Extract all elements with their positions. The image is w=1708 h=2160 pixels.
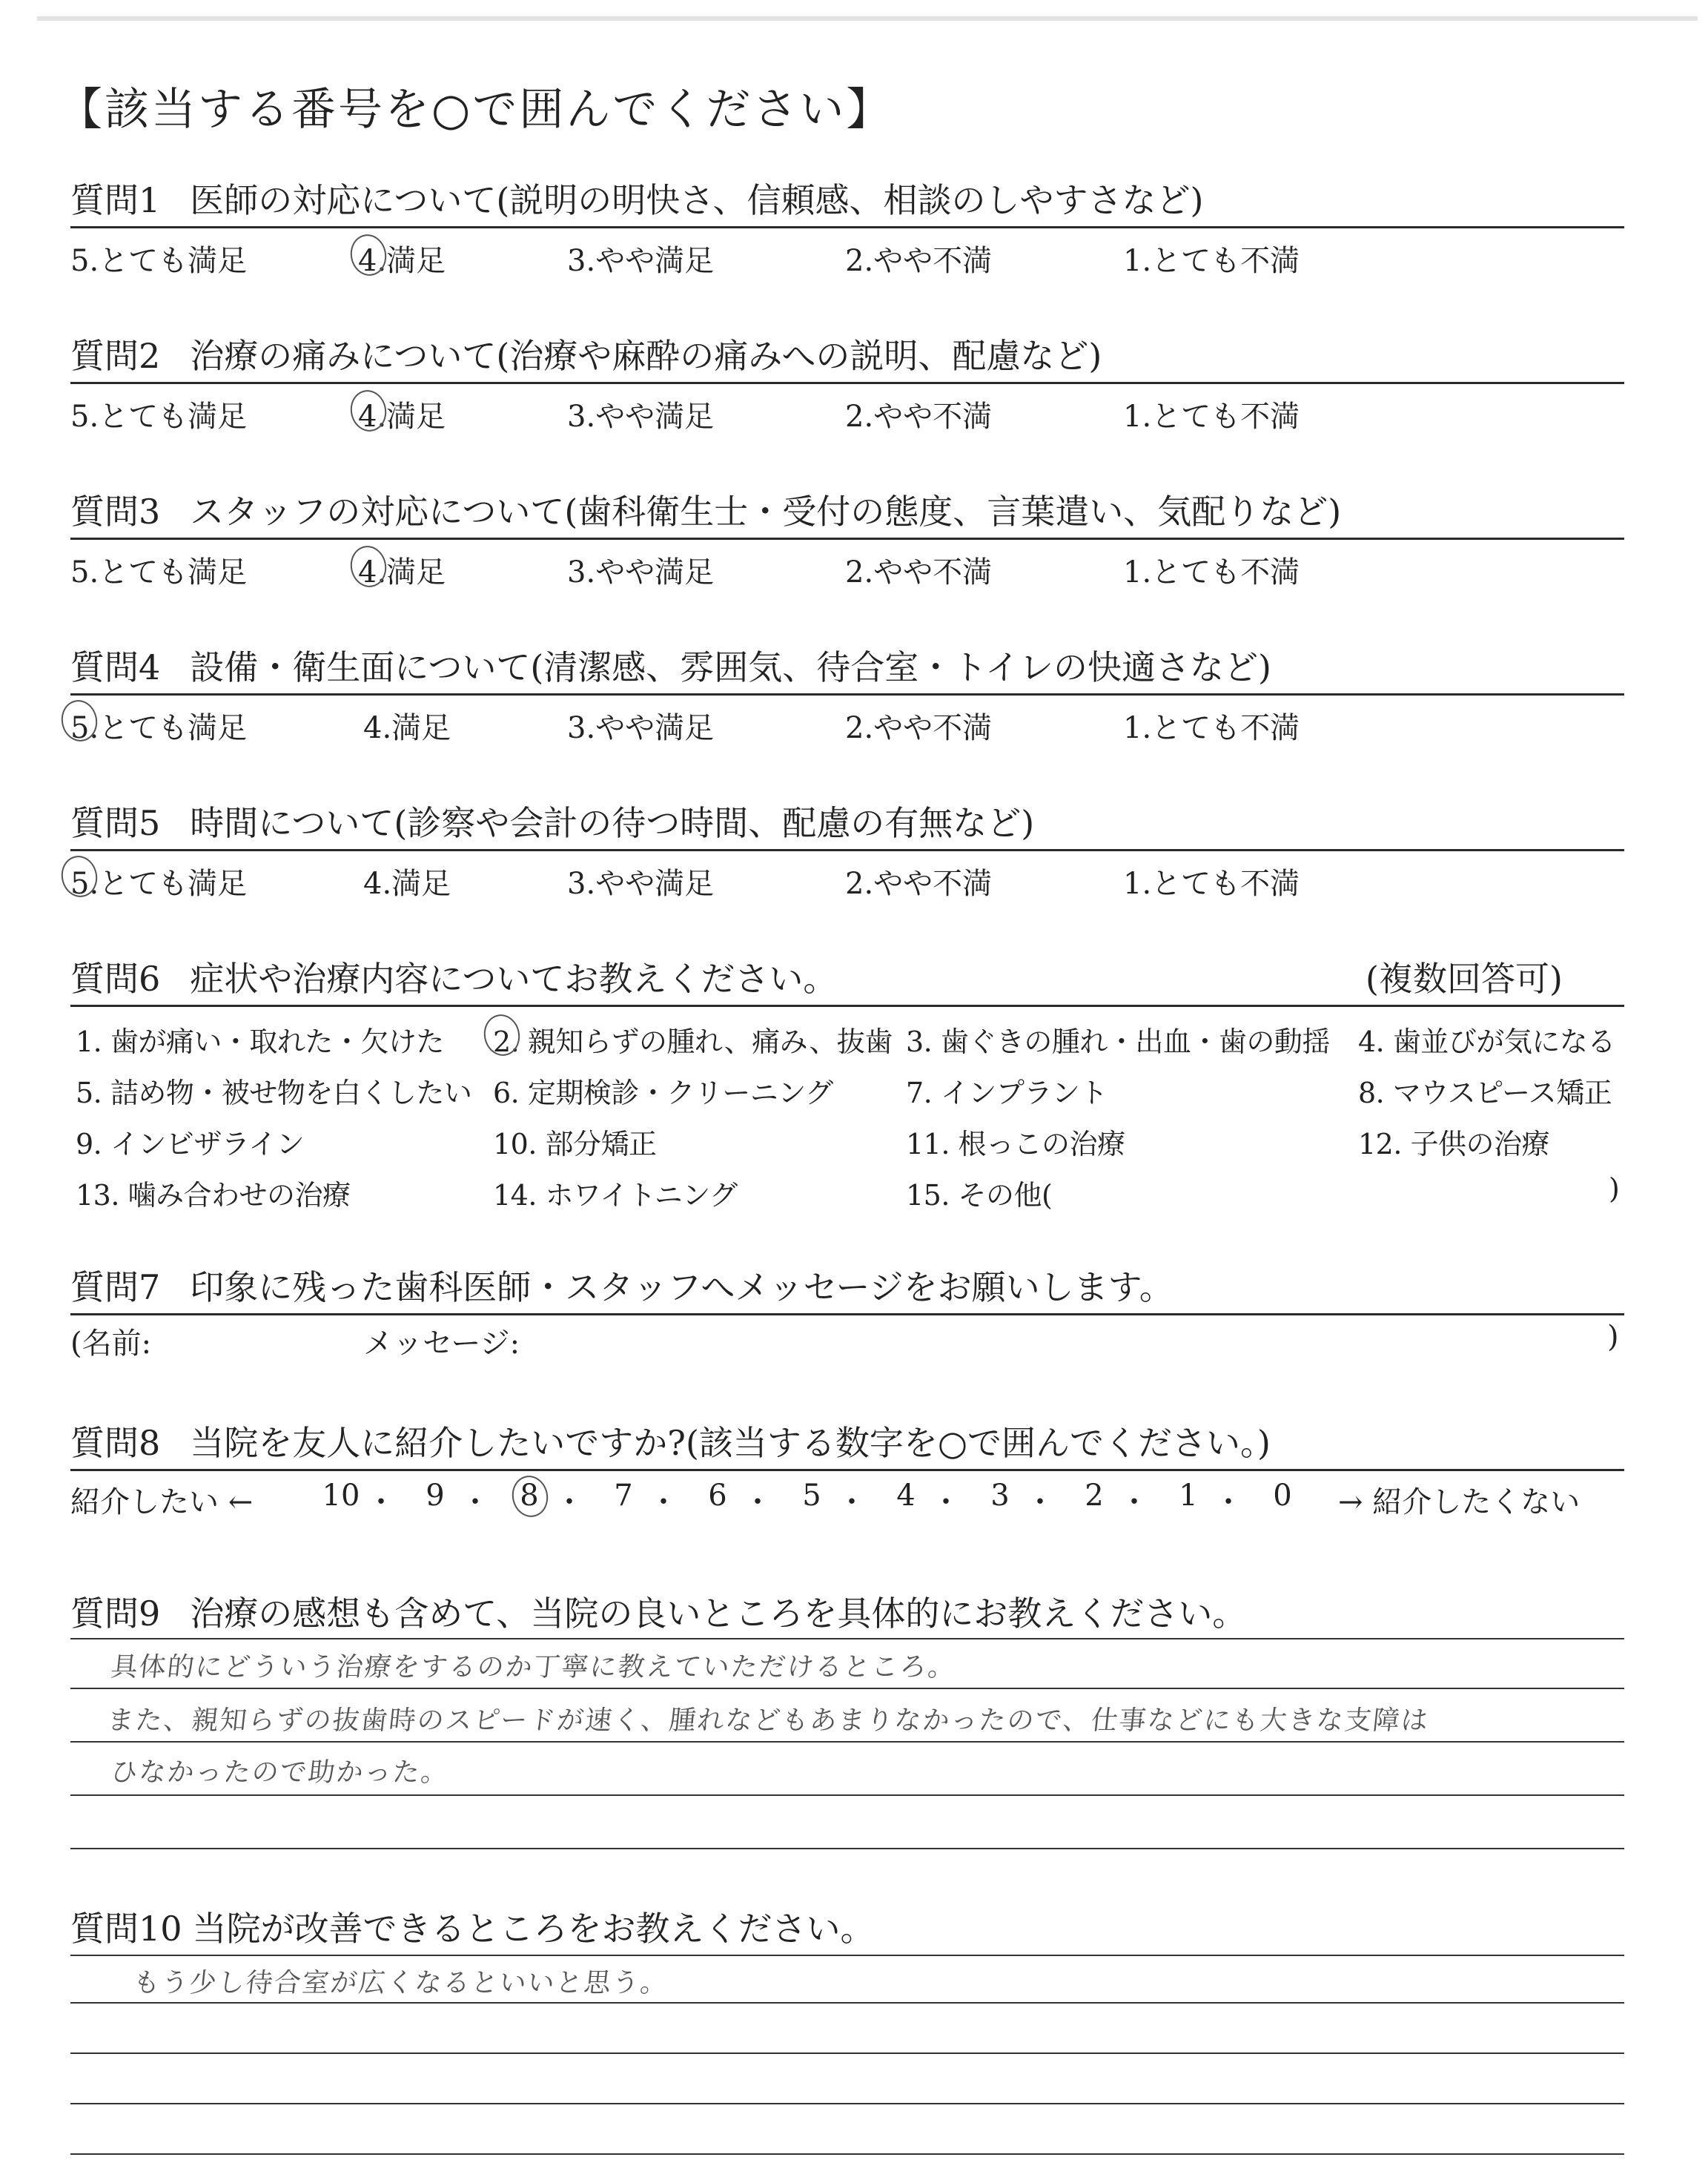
scan-top-edge [37,16,1698,21]
q4-option-5-circled[interactable] [70,704,247,747]
q9-answer-line-1: 具体的にどういう治療をするのか丁寧に教えていただけるところ。 [109,1652,958,1682]
question-2-rule [70,382,1624,384]
question-6-heading: 質問6 症状や治療内容についてお教えください。 [70,959,838,999]
q8-scale-separator: ・ [743,1485,772,1519]
q9-answer-line-3: ひなかったので助かった。 [109,1757,451,1788]
q9-write-line [70,1688,1624,1689]
q4-option-1[interactable]: 1.とても不満 [1123,711,1300,745]
q6-multiple-answers-note: (複数回答可) [1366,959,1563,999]
q8-scale-separator: ・ [837,1485,867,1519]
circled-mark: 2. 親知らずの腫れ、痛み、抜歯 [493,1019,893,1060]
q8-scale-value[interactable]: 10 [322,1479,360,1513]
q5-option-4[interactable]: 4.満足 [363,867,451,901]
q10-write-line [70,2052,1624,2054]
q8-scale-value[interactable]: 5 [802,1479,821,1513]
question-3-heading: 質問3 スタッフの対応について(歯科衛生士・受付の態度、言葉遣い、気配りなど) [70,492,1342,532]
question-8-heading: 質問8 当院を友人に紹介したいですか?(該当する数字を○で囲んでください。) [70,1423,1271,1463]
q8-scale-value[interactable] [507,1479,552,1513]
q6-option-9[interactable]: 9. インビザライン [76,1128,305,1160]
q8-scale-separator: ・ [1025,1485,1055,1519]
q7-name-label: (名前: [70,1327,152,1361]
q6-option-5[interactable]: 5. 詰め物・被せ物を白くしたい [76,1077,472,1109]
q6-option-14[interactable]: 14. ホワイトニング [493,1179,738,1212]
q9-write-line [70,1848,1624,1849]
q8-scale-value[interactable]: 4 [896,1479,916,1513]
q8-scale-separator: ・ [366,1485,396,1519]
question-3-rule [70,538,1624,540]
q1-option-3[interactable]: 3.やや満足 [567,244,715,278]
circled-mark: 4.満足 [358,393,446,435]
q1-option-5[interactable]: 5.とても満足 [70,244,248,278]
q8-scale-value[interactable]: 2 [1085,1479,1104,1513]
q3-option-3[interactable]: 3.やや満足 [567,555,715,589]
circled-mark: 8 [520,1479,539,1513]
question-1-rule [70,226,1624,228]
page-title: 【該当する番号を○で囲んでください】 [58,84,893,136]
q7-message-label: メッセージ: [363,1327,520,1361]
q10-heading-rule [70,1955,1624,1956]
q10-write-line [70,2002,1624,2004]
q5-option-3[interactable]: 3.やや満足 [567,867,715,901]
q9-write-line [70,1794,1624,1796]
q1-option-4-circled[interactable] [358,237,446,280]
q2-option-2[interactable]: 2.やや不満 [845,400,993,434]
q7-close-paren: ) [1607,1320,1619,1354]
q4-option-2[interactable]: 2.やや不満 [845,711,993,745]
circled-mark: 4.満足 [358,549,446,591]
question-2-heading: 質問2 治療の痛みについて(治療や麻酔の痛みへの説明、配慮など) [70,336,1102,376]
q3-option-1[interactable]: 1.とても不満 [1123,555,1300,589]
question-6-rule [70,1005,1624,1007]
q6-option-10[interactable]: 10. 部分矯正 [493,1128,657,1160]
q2-option-5[interactable]: 5.とても満足 [70,400,248,434]
circled-mark: 5.とても満足 [70,860,247,902]
question-4-rule [70,693,1624,696]
q8-scale-separator: ・ [460,1485,490,1519]
q5-option-1[interactable]: 1.とても不満 [1123,867,1300,901]
q10-answer-line-1: もう少し待合室が広くなるといいと思う。 [131,1968,670,1998]
q10-write-line [70,2153,1624,2155]
q8-scale-separator: ・ [1214,1485,1243,1519]
question-10-heading: 質問10 当院が改善できるところをお教えください。 [70,1909,875,1949]
q2-option-4-circled[interactable] [358,393,446,435]
q9-answer-line-2: また、親知らずの抜歯時のスピードが速く、腫れなどもあまりなかったので、仕事などにも大きな支障は [105,1705,1431,1736]
q6-option-2-circled[interactable] [493,1019,893,1060]
q8-scale-value[interactable]: 7 [614,1479,633,1513]
question-5-heading: 質問5 時間について(診察や会計の待つ時間、配慮の有無など) [70,803,1035,843]
q1-option-2[interactable]: 2.やや不満 [845,244,993,278]
q3-option-2[interactable]: 2.やや不満 [845,555,993,589]
q6-option-4[interactable]: 4. 歯並びが気になる [1358,1025,1615,1058]
q8-scale-value[interactable]: 3 [990,1479,1010,1513]
question-8-rule [70,1469,1624,1471]
q8-scale-value[interactable]: 0 [1273,1479,1292,1513]
q2-option-3[interactable]: 3.やや満足 [567,400,715,434]
q6-option-13[interactable]: 13. 噛み合わせの治療 [76,1179,351,1212]
q1-option-1[interactable]: 1.とても不満 [1123,244,1300,278]
q6-option-15-other[interactable]: 15. その他( [906,1179,1053,1212]
question-7-heading: 質問7 印象に残った歯科医師・スタッフへメッセージをお願いします。 [70,1267,1174,1307]
question-1-heading: 質問1 医師の対応について(説明の明快さ、信頼感、相談のしやすさなど) [70,180,1204,220]
question-4-heading: 質問4 設備・衛生面について(清潔感、雰囲気、待合室・トイレの快適さなど) [70,647,1271,687]
q8-scale-separator: ・ [1119,1485,1149,1519]
q8-scale-separator: ・ [649,1485,678,1519]
q4-option-4[interactable]: 4.満足 [363,711,451,745]
q8-scale-value[interactable]: 9 [426,1479,445,1513]
q9-heading-rule [70,1638,1624,1639]
q6-option-7[interactable]: 7. インプラント [906,1077,1108,1109]
question-7-rule [70,1313,1624,1315]
q6-option-6[interactable]: 6. 定期検診・クリーニング [493,1077,833,1109]
q10-write-line [70,2103,1624,2104]
circled-mark: 5.とても満足 [70,704,247,747]
q2-option-1[interactable]: 1.とても不満 [1123,400,1300,434]
q4-option-3[interactable]: 3.やや満足 [567,711,715,745]
q9-write-line [70,1741,1624,1743]
q6-option-8[interactable]: 8. マウスピース矯正 [1358,1077,1612,1109]
q3-option-4-circled[interactable] [358,549,446,591]
q3-option-5[interactable]: 5.とても満足 [70,555,248,589]
question-9-heading: 質問9 治療の感想も含めて、当院の良いところを具体的にお教えください。 [70,1593,1247,1634]
q6-option-1[interactable]: 1. 歯が痛い・取れた・欠けた [76,1025,444,1058]
q5-option-5-circled[interactable] [70,860,247,902]
q8-right-label: → 紹介したくない [1338,1485,1580,1519]
q5-option-2[interactable]: 2.やや不満 [845,867,993,901]
q8-scale-value[interactable]: 1 [1179,1479,1198,1513]
q6-option-3[interactable]: 3. 歯ぐきの腫れ・出血・歯の動揺 [906,1025,1330,1058]
circled-mark: 4.満足 [358,237,446,280]
question-5-rule [70,849,1624,851]
q8-scale-separator: ・ [931,1485,961,1519]
q8-left-label: 紹介したい ← [70,1485,254,1519]
q6-option-11[interactable]: 11. 根っこの治療 [906,1128,1125,1160]
q8-scale-separator: ・ [555,1485,584,1519]
q6-option-12[interactable]: 12. 子供の治療 [1358,1128,1550,1160]
q8-scale-value[interactable]: 6 [708,1479,727,1513]
q6-other-close-paren: ) [1609,1172,1620,1205]
